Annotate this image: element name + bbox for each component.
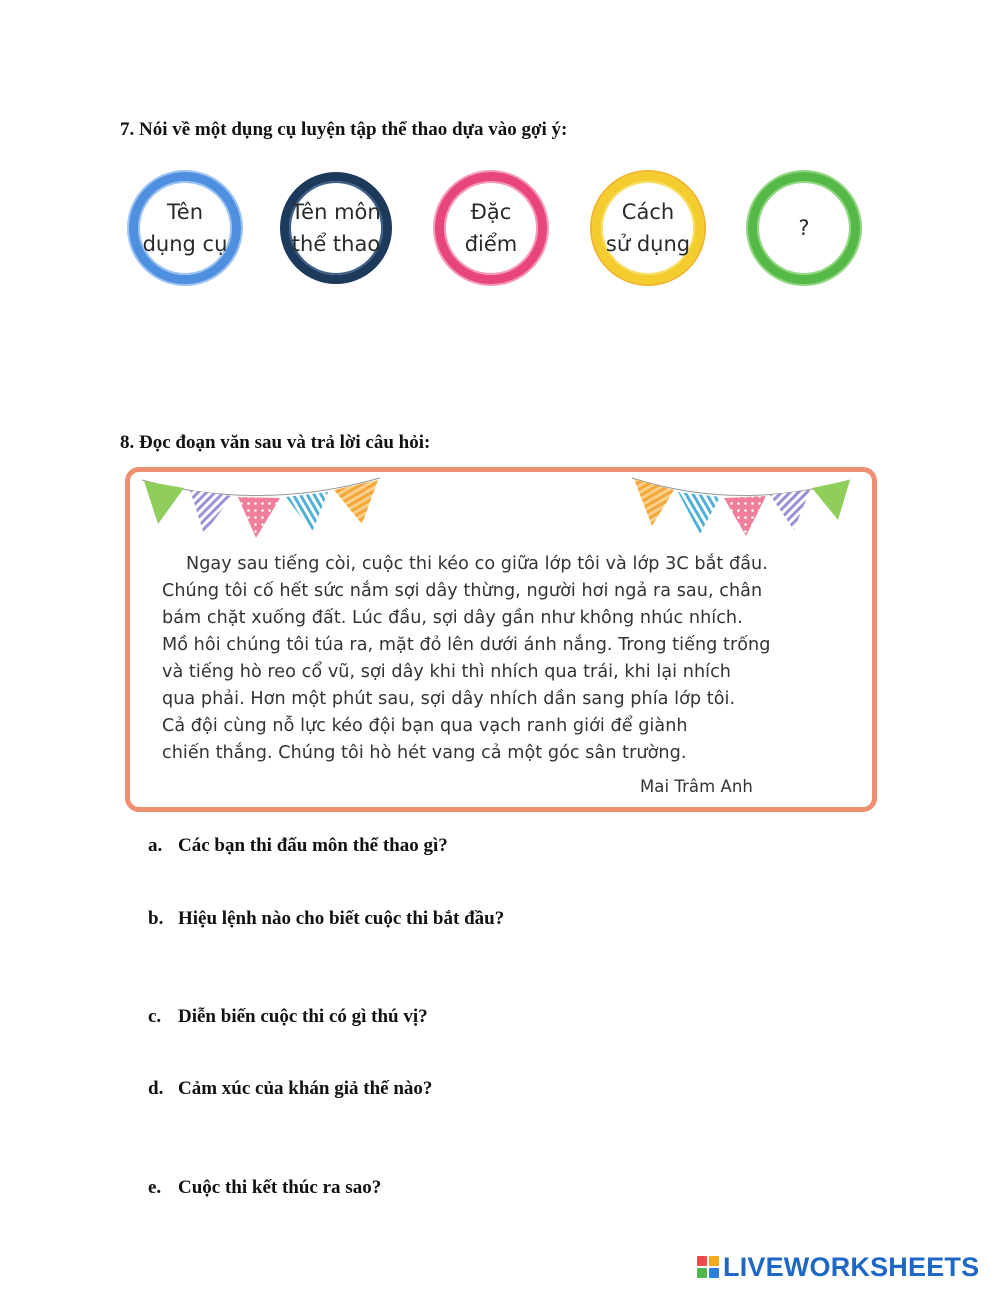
hint-circle-text: Tên môn — [291, 200, 381, 224]
question-label: e. — [148, 1177, 162, 1198]
question-text: Cảm xúc của khán giả thế nào? — [178, 1078, 433, 1099]
passage-author: Mai Trâm Anh — [640, 777, 753, 796]
question-text: Hiệu lệnh nào cho biết cuộc thi bắt đầu? — [178, 908, 505, 929]
question-a — [148, 835, 448, 857]
question-7-heading: 7. Nói về một dụng cụ luyện tập thể thao dựa vào gợi ý: — [120, 119, 568, 140]
hint-circle-usage — [592, 172, 704, 284]
question-label: b. — [148, 908, 164, 929]
question-label: d. — [148, 1078, 164, 1099]
question-b — [148, 908, 504, 930]
passage-line: Mồ hôi chúng tôi túa ra, mặt đỏ lên dưới ánh nắng. Trong tiếng trống — [162, 635, 771, 655]
liveworksheets-logo[interactable] — [697, 1252, 979, 1283]
passage-line: qua phải. Hơn một phút sau, sợi dây nhích dần sang phía lớp tôi. — [162, 689, 736, 709]
hint-circle-text: ? — [798, 216, 810, 240]
bunting-right-icon — [630, 472, 855, 542]
hint-circle-features — [435, 172, 547, 284]
hint-circle-text: thể thao — [291, 232, 381, 256]
hint-circle-tool-name — [129, 172, 241, 284]
liveworksheets-logo-icon — [697, 1256, 721, 1280]
passage-line: chiến thắng. Chúng tôi hò hét vang cả một góc sân trường. — [162, 743, 687, 763]
passage-line: và tiếng hò reo cổ vũ, sợi dây khi thì nhích qua trái, khi lại nhích — [162, 662, 732, 682]
question-label: a. — [148, 835, 163, 856]
question-c — [148, 1006, 428, 1028]
hint-circle-sport-name — [280, 172, 392, 284]
passage-line: Chúng tôi cố hết sức nắm sợi dây thừng, người hơi ngả ra sau, chân — [162, 581, 763, 601]
hint-circle-text: Cách — [621, 200, 675, 224]
question-text: Diễn biến cuộc thi có gì thú vị? — [178, 1006, 428, 1027]
hint-circle-question-mark — [748, 172, 860, 284]
question-d — [148, 1078, 432, 1100]
passage-line: Cả đội cùng nỗ lực kéo đội bạn qua vạch ranh giới để giành — [162, 716, 688, 736]
question-e — [148, 1177, 381, 1199]
liveworksheets-logo-text: LIVEWORKSHEETS — [723, 1252, 980, 1282]
hint-circle-text: Đặc điểm — [464, 200, 518, 256]
passage-line: Ngay sau tiếng còi, cuộc thi kéo co giữa lớp tôi và lớp 3C bắt đầu. — [186, 554, 768, 574]
question-8-heading: 8. Đọc đoạn văn sau và trả lời câu hỏi: — [120, 432, 431, 453]
hint-circle-text: Tên — [166, 200, 204, 224]
bunting-left-icon — [140, 472, 390, 542]
question-text: Các bạn thi đấu môn thể thao gì? — [178, 835, 448, 856]
hint-circle-text: dụng cụ — [142, 232, 228, 256]
question-label: c. — [148, 1006, 162, 1027]
question-text: Cuộc thi kết thúc ra sao? — [178, 1177, 382, 1198]
hint-circle-text: sử dụng — [605, 232, 691, 256]
passage-line: bám chặt xuống đất. Lúc đầu, sợi dây gần như không nhúc nhích. — [162, 608, 743, 628]
